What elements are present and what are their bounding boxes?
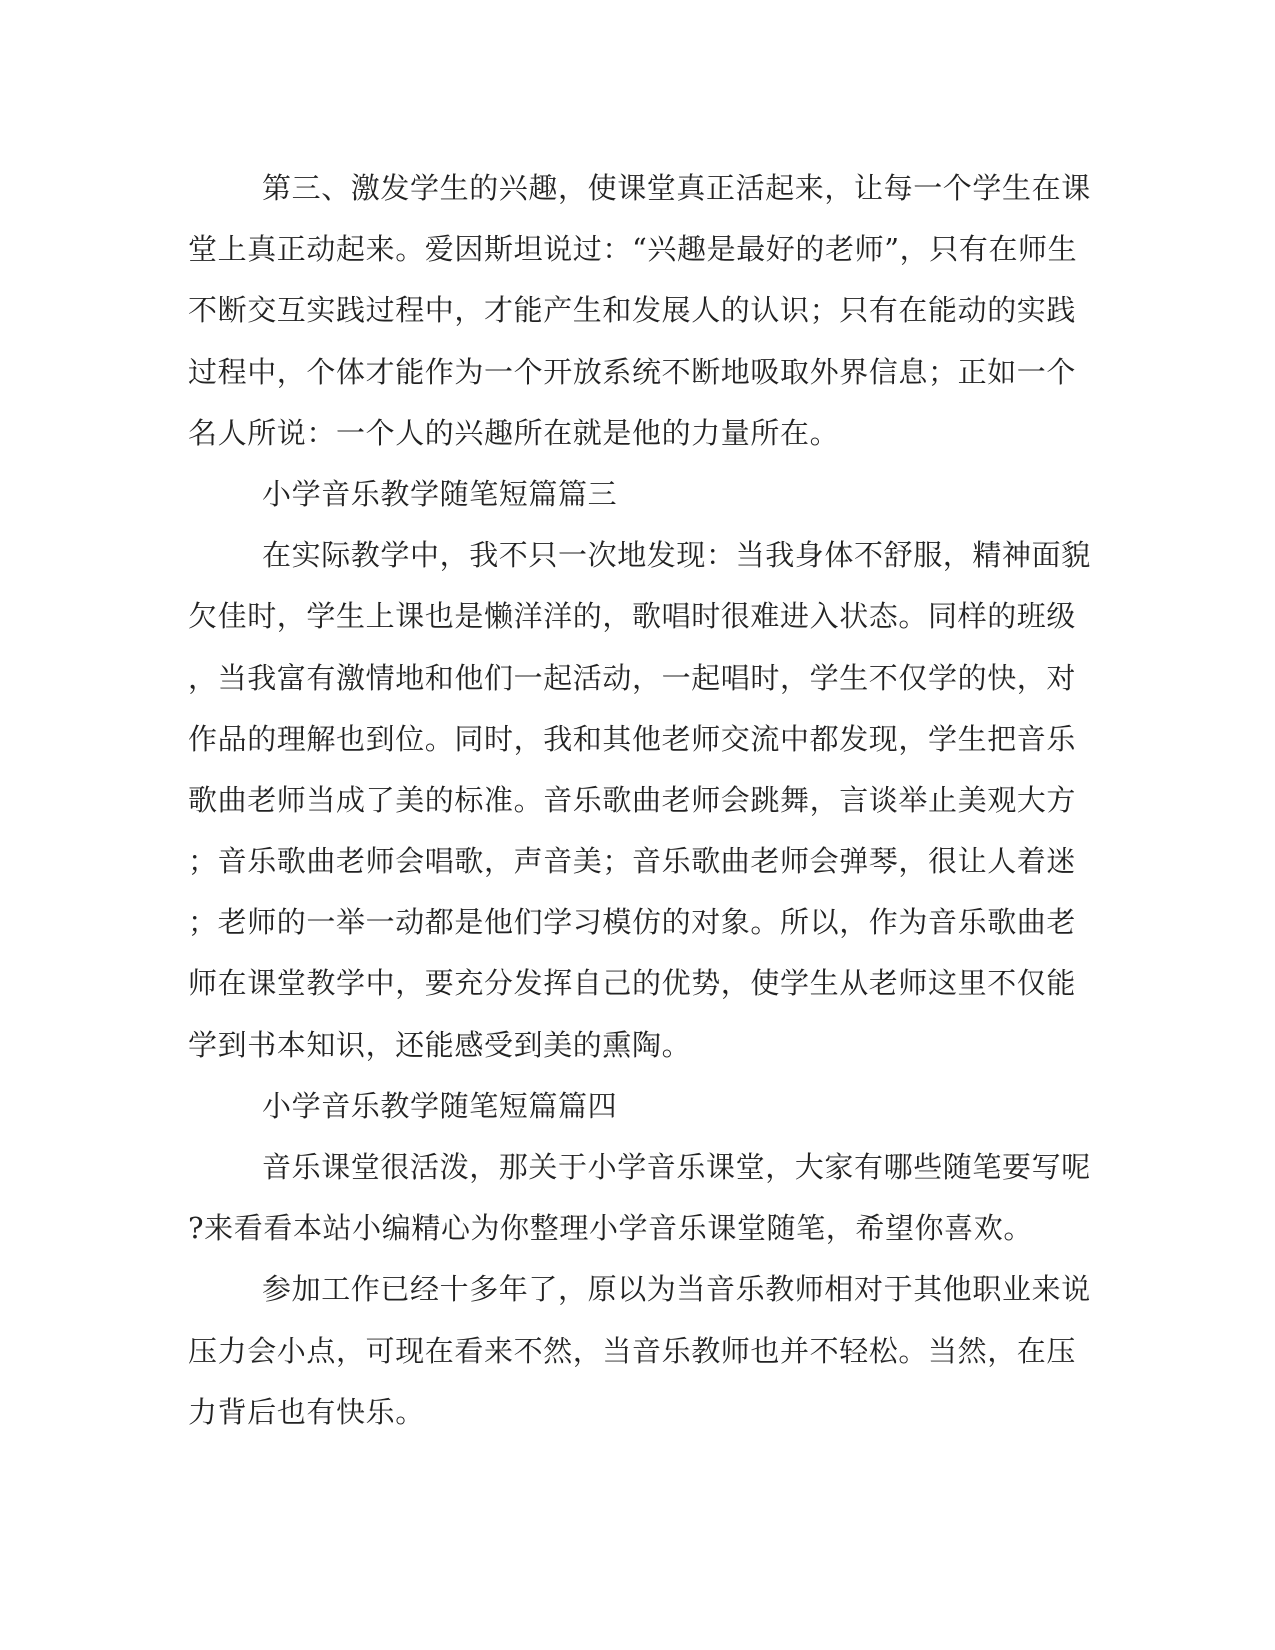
paragraph-line: 音乐课堂很活泼，那关于小学音乐课堂，大家有哪些随笔要写呢 [262, 1150, 1091, 1184]
paragraph-line: 师在课堂教学中，要充分发挥自己的优势，使学生从老师这里不仅能 [188, 966, 1077, 1001]
paragraph-line: 力背后也有快乐。 [188, 1394, 425, 1429]
paragraph-line: 参加工作已经十多年了，原以为当音乐教师相对于其他职业来说 [262, 1272, 1091, 1307]
paragraph-line: 不断交互实践过程中，才能产生和发展人的认识；只有在能动的实践 [188, 293, 1077, 328]
paragraph-line: 在实际教学中，我不只一次地发现：当我身体不舒服，精神面貌 [262, 538, 1091, 573]
paragraph-line: ?来看看本站小编精心为你整理小学音乐课堂随笔，希望你喜欢。 [188, 1211, 1033, 1246]
section-heading: 小学音乐教学随笔短篇篇四 [262, 1088, 618, 1123]
paragraph-line: 堂上真正动起来。爱因斯坦说过：“兴趣是最好的老师”，只有在师生 [188, 232, 1078, 267]
paragraph-line: 歌曲老师当成了美的标准。音乐歌曲老师会跳舞，言谈举止美观大方 [188, 782, 1077, 817]
paragraph-line: ；老师的一举一动都是他们学习模仿的对象。所以，作为音乐歌曲老 [188, 905, 1077, 940]
paragraph-line: 第三、激发学生的兴趣，使课堂真正活起来，让每一个学生在课 [262, 171, 1091, 205]
paragraph-line: 压力会小点，可现在看来不然，当音乐教师也并不轻松。当然，在压 [188, 1333, 1077, 1368]
paragraph-line: 过程中，个体才能作为一个开放系统不断地吸取外界信息；正如一个 [188, 354, 1077, 389]
paragraph-line: 学到书本知识，还能感受到美的熏陶。 [188, 1027, 692, 1062]
paragraph-line: 名人所说：一个人的兴趣所在就是他的力量所在。 [188, 415, 840, 450]
paragraph-line: 作品的理解也到位。同时，我和其他老师交流中都发现，学生把音乐 [188, 721, 1077, 756]
document-body [188, 158, 1091, 1443]
paragraph-line: 欠佳时，学生上课也是懒洋洋的，歌唱时很难进入状态。同样的班级 [188, 599, 1077, 634]
section-heading: 小学音乐教学随笔短篇篇三 [262, 476, 618, 511]
paragraph-line: ；音乐歌曲老师会唱歌，声音美；音乐歌曲老师会弹琴，很让人着迷 [188, 844, 1077, 879]
paragraph-line: ，当我富有激情地和他们一起活动，一起唱时，学生不仅学的快，对 [188, 660, 1077, 695]
